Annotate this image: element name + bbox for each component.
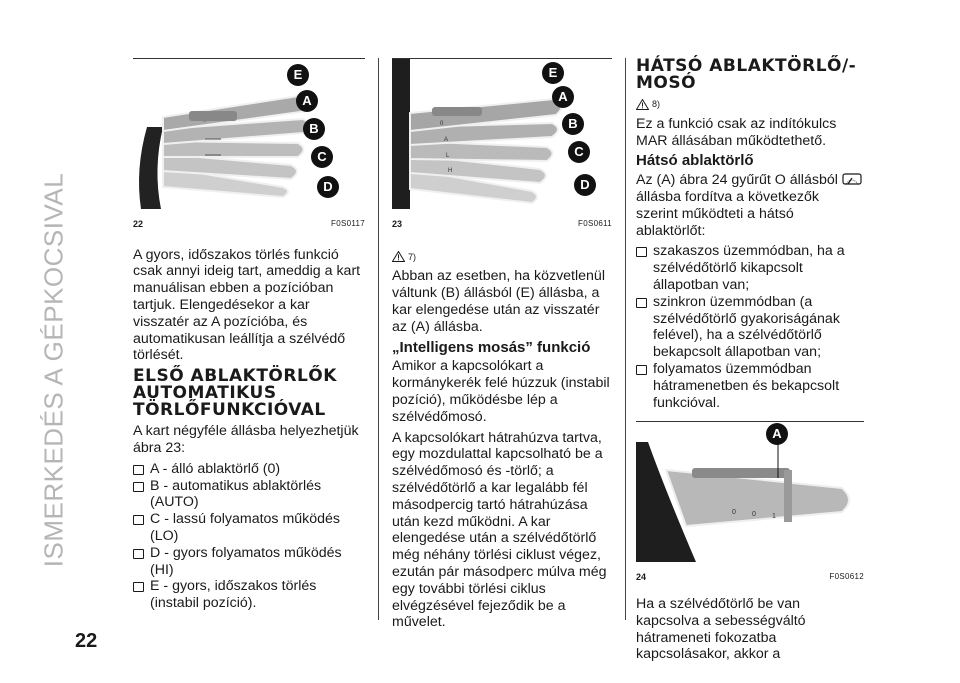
rear-wiper-ring-illustration [636, 422, 864, 562]
paragraph: Abban az esetben, ha közvetlenül váltunk (B) állásból (E) állásba, a kar elengedése után az visszatér az (A) állásba. [392, 268, 605, 335]
paragraph: A kart négyféle állásba helyezhetjük ábra 23: [133, 423, 359, 456]
figure-number: 24 [636, 572, 647, 583]
callout-a: A [766, 423, 788, 445]
paragraph: A kapcsolókart hátrahúzva tartva, egy mozdulattal kapcsolható be a szélvédőmosó és -törlő; a szélvédőtörlő a kar legalább fél másodpercig tartó hátrahúzása után kezd működni. A kar elengedése után a szélvédőtörlő még néhány törlési ciklust végez, ezután pár másodperc múlva még egy további törlési ciklus elvégzésével fejeződik be a művelet. [392, 429, 607, 631]
svg-text:0: 0 [752, 511, 756, 519]
svg-text:0: 0 [732, 509, 736, 517]
list-item: B - automatikus ablaktörlés (AUTO) [133, 478, 365, 512]
callout-c: C [568, 141, 590, 163]
warning-triangle-icon [392, 251, 405, 262]
list-item: szinkron üzemmódban (a szélvédőtörlő gyakoriságának felével), ha a szélvédőtörlő bekapcsolt állapotban van; [636, 294, 864, 361]
figure-number: 23 [392, 218, 403, 229]
svg-text:1: 1 [772, 513, 776, 521]
paragraph-text: Az (A) ábra 24 gyűrűt O állásból [636, 172, 838, 189]
callout-e: E [542, 62, 564, 84]
figure-22 [133, 58, 365, 233]
column-1 [133, 58, 365, 612]
svg-text:H: H [448, 168, 453, 174]
checkbox-bullet-icon [133, 465, 144, 475]
list-item: C - lassú folyamatos működés (LO) [133, 511, 365, 545]
paragraph: Amikor a kapcsolókart a kormánykerék felé húzzuk (instabil pozíció), működésbe lép a szélvédőmosó. [392, 358, 610, 425]
callout-e: E [287, 64, 309, 86]
list-item: A - álló ablaktörlő (0) [133, 461, 365, 478]
warning-note-number: 8) [652, 99, 661, 109]
warning-reference [636, 96, 864, 113]
column-3 [636, 58, 864, 667]
warning-note-number: 7) [408, 251, 417, 262]
column-divider-1 [378, 58, 379, 620]
callout-b: B [562, 113, 584, 135]
paragraph: A gyors, időszakos törlés funkció csak annyi ideig tart, ameddig a kart manuálisan ebben a pozícióban tartjuk. Elengedésekor a kar visszatér az A pozícióba, és automatikusan leállítja a szélvédő törlését. [133, 246, 361, 364]
figure-23 [392, 58, 612, 233]
callout-a: A [552, 86, 574, 108]
callout-b: B [303, 118, 325, 140]
paragraph [636, 172, 864, 189]
subheading: Hátsó ablaktörlő [636, 152, 754, 170]
figure-code: F0S0612 [829, 572, 864, 582]
subheading: „Intelligens mosás” funkció [392, 338, 591, 356]
callout-c: C [311, 146, 333, 168]
checkbox-bullet-icon [133, 515, 144, 525]
figure-code: F0S0611 [578, 218, 612, 228]
callout-a: A [296, 90, 318, 112]
list-item: E - gyors, időszakos törlés (instabil pozíció). [133, 578, 365, 612]
figure-number: 22 [133, 218, 144, 229]
figure-code: F0S0117 [331, 218, 365, 228]
figure-caption [133, 216, 365, 233]
paragraph: Ez a funkció csak az indítókulcs MAR állásában működtethető. [636, 115, 837, 149]
svg-text:A: A [444, 137, 449, 143]
section-side-title: ISMERKEDÉS A GÉPKOCSIVAL [38, 172, 69, 568]
warning-reference [392, 249, 612, 266]
checkbox-bullet-icon [133, 549, 144, 559]
section-heading: ELSŐ ABLAKTÖRLŐK AUTOMATIKUS TÖRLŐFUNKCIÓVAL [133, 366, 337, 421]
figure-24 [636, 421, 864, 586]
checkbox-bullet-icon [636, 298, 647, 308]
list-item: szakaszos üzemmódban, ha a szélvédőtörlő kikapcsolt állapotban van; [636, 243, 864, 293]
warning-triangle-icon [636, 99, 649, 110]
figure-caption [392, 216, 612, 233]
svg-text:L: L [446, 153, 450, 159]
svg-text:0: 0 [440, 121, 444, 127]
checkbox-bullet-icon [636, 365, 647, 375]
column-divider-2 [625, 58, 626, 620]
section-heading: HÁTSÓ ABLAKTÖRLŐ/-MOSÓ [636, 56, 857, 93]
list-item: D - gyors folyamatos működés (HI) [133, 545, 365, 579]
paragraph: állásba fordítva a következők szerint működteti a hátsó ablaktörlőt: [636, 188, 819, 239]
column-2 [392, 58, 612, 635]
figure-caption [636, 569, 864, 586]
callout-d: D [317, 176, 339, 198]
rear-wiper-symbol-icon [842, 173, 862, 187]
callout-d: D [574, 174, 596, 196]
list-item: folyamatos üzemmódban hátramenetben és bekapcsolt funkcióval. [636, 361, 864, 411]
checkbox-bullet-icon [133, 482, 144, 492]
checkbox-bullet-icon [636, 247, 647, 257]
paragraph: Ha a szélvédőtörlő be van kapcsolva a sebességváltó hátrameneti fokozatba kapcsolásakor, akkor a [636, 595, 806, 663]
checkbox-bullet-icon [133, 582, 144, 592]
page-number: 22 [75, 630, 98, 652]
